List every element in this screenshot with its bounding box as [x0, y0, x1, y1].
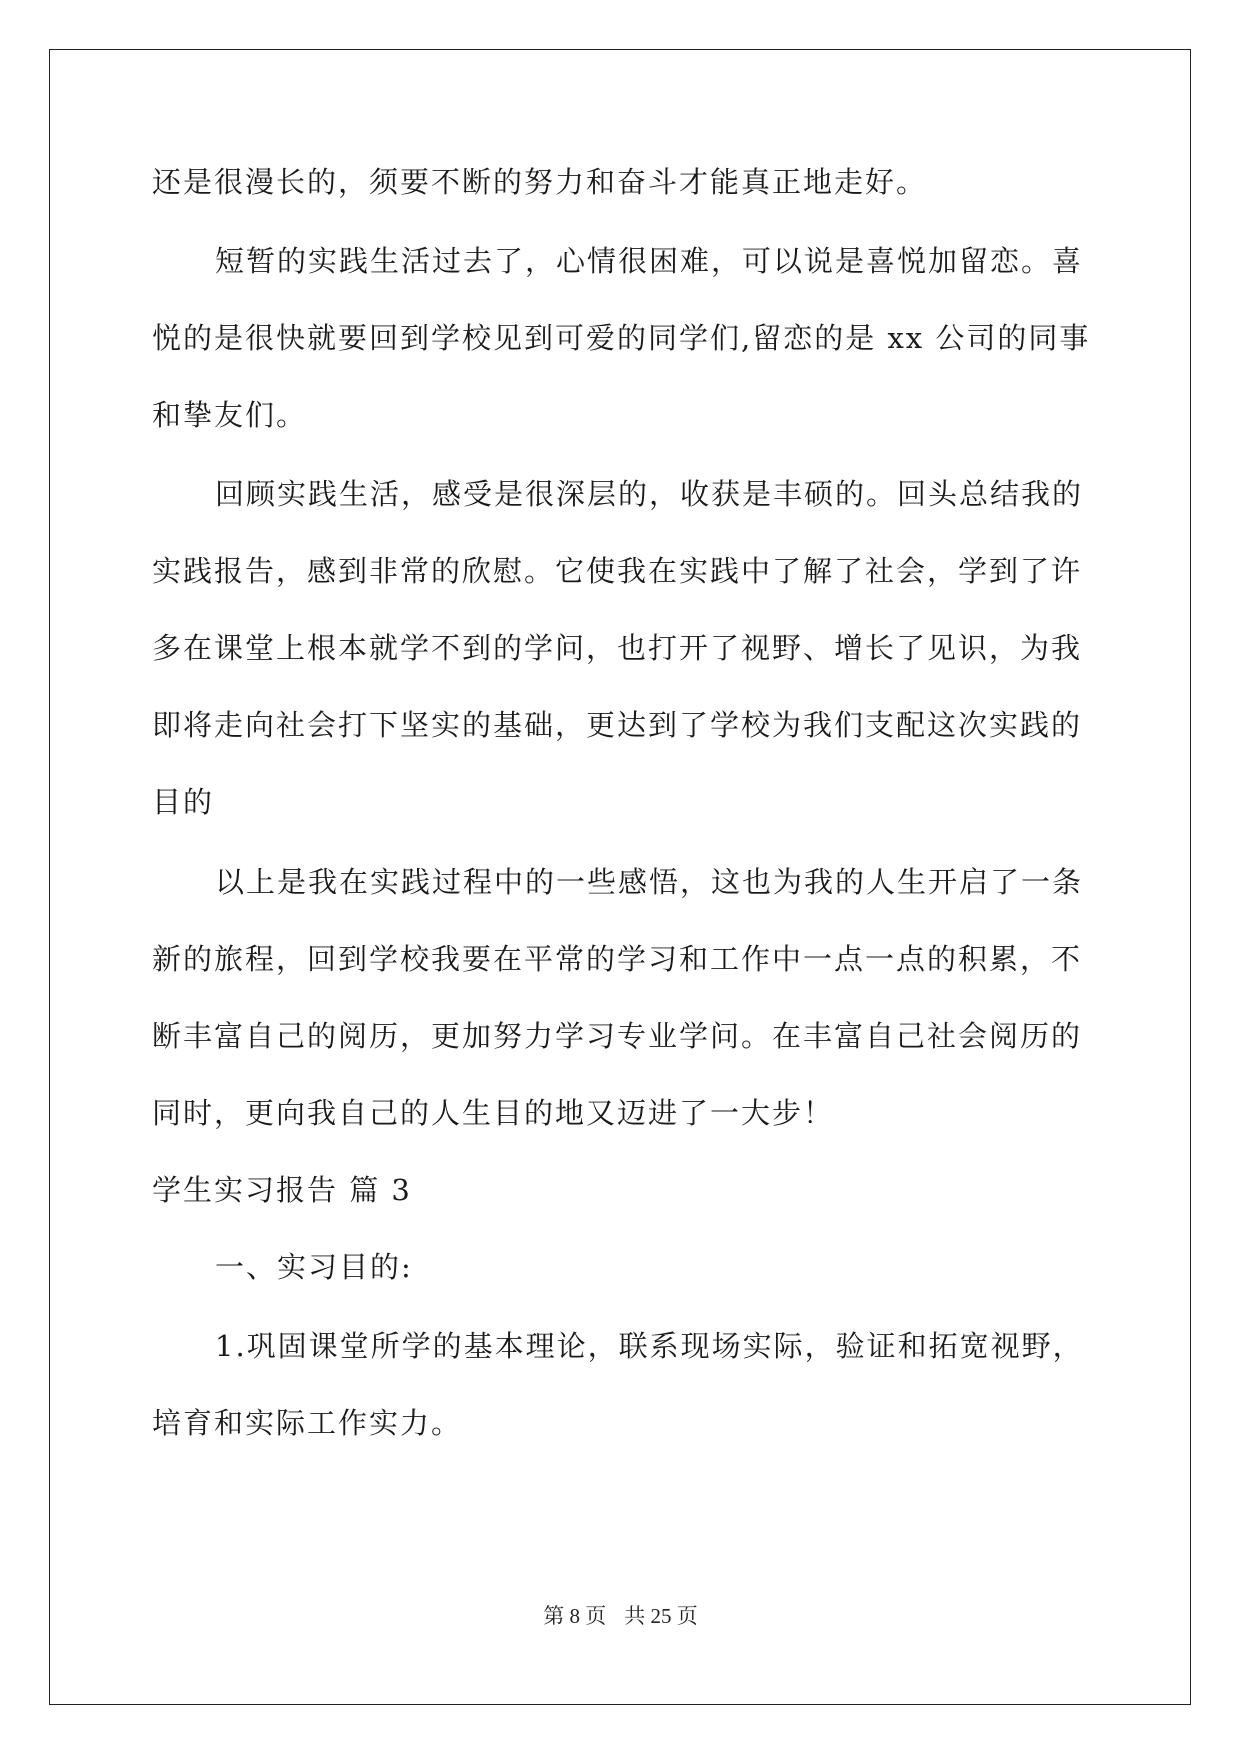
text-line: 目的 — [152, 785, 215, 819]
text-line: 同时，更向我自己的人生目的地又迈进了一大步！ — [152, 1096, 835, 1130]
text-line: 新的旅程，回到学校我要在平常的学习和工作中一点一点的积累，不 — [152, 942, 1083, 976]
text-line: 多在课堂上根本就学不到的学问，也打开了视野、增长了见识，为我 — [152, 631, 1083, 665]
page-total: 共 25 页 — [624, 1604, 698, 1628]
page-footer — [0, 1600, 1241, 1630]
text-line: 即将走向社会打下坚实的基础，更达到了学校为我们支配这次实践的 — [152, 708, 1083, 742]
paragraph-first-line: 短暂的实践生活过去了，心情很困难，可以说是喜悦加留恋。喜 — [215, 244, 1084, 278]
subsection-heading: 一、实习目的: — [215, 1250, 413, 1284]
section-heading: 学生实习报告 篇 3 — [152, 1173, 412, 1207]
text-line: 实践报告，感到非常的欣慰。它使我在实践中了解了社会，学到了许 — [152, 554, 1083, 588]
paragraph-first-line: 回顾实践生活，感受是很深层的，收获是丰硕的。回头总结我的 — [215, 477, 1084, 511]
text-line: 断丰富自己的阅历，更加努力学习专业学问。在丰富自己社会阅历的 — [152, 1019, 1083, 1053]
text-line: 还是很漫长的，须要不断的努力和奋斗才能真正地走好。 — [152, 165, 928, 199]
page-number: 第 8 页 — [543, 1604, 607, 1628]
text-line: 和挚友们。 — [152, 398, 308, 432]
list-item: 1.巩固课堂所学的基本理论，联系现场实际，验证和拓宽视野， — [215, 1329, 1084, 1363]
paragraph-first-line: 以上是我在实践过程中的一些感悟，这也为我的人生开启了一条 — [215, 865, 1084, 899]
text-line: 悦的是很快就要回到学校见到可爱的同学们,留恋的是 xx 公司的同事 — [152, 321, 1091, 355]
text-line: 培育和实际工作实力。 — [152, 1406, 463, 1440]
